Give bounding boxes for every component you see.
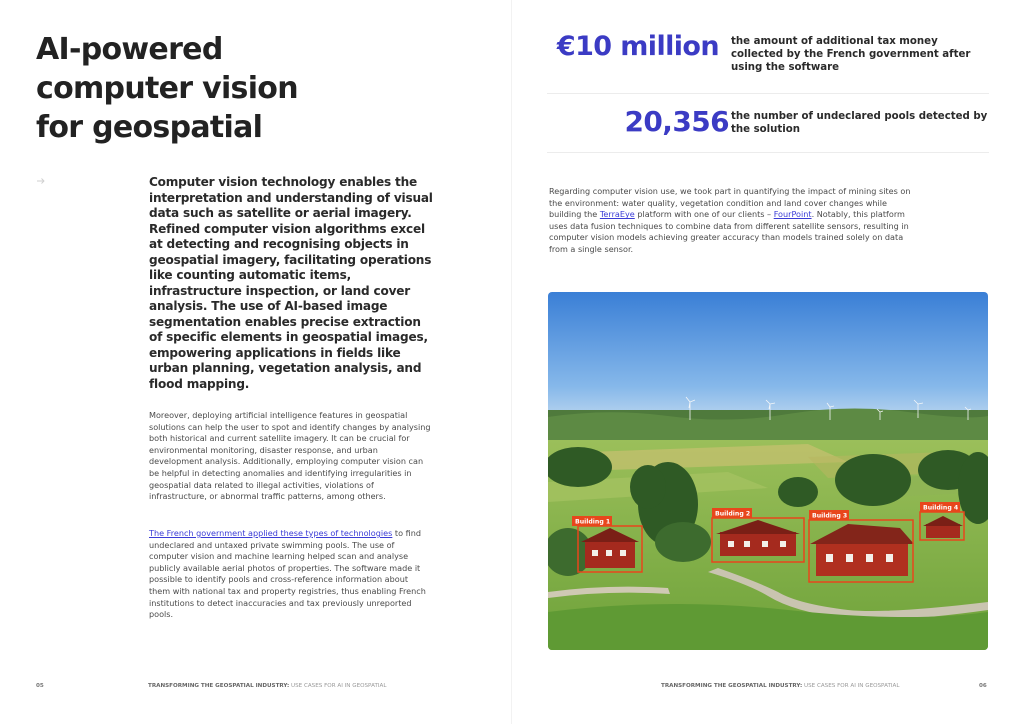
page-number-left: 05 xyxy=(36,683,44,689)
landscape-detection-image xyxy=(548,292,988,650)
footer-left-rest: USE CASES FOR AI IN GEOSPATIAL xyxy=(289,683,387,689)
french-government-link[interactable]: The French government applied these types of technologies xyxy=(149,528,393,538)
stat-tax-description: the amount of additional tax money collected by the French government after using the software xyxy=(731,36,971,73)
footer-right xyxy=(661,682,899,690)
body-paragraph-2 xyxy=(149,528,431,621)
detection-label-1: Building 1 xyxy=(575,518,611,526)
footer-right-bold: TRANSFORMING THE GEOSPATIAL INDUSTRY: xyxy=(661,683,803,689)
landscape-illustration xyxy=(548,292,988,650)
body-paragraph-3-part1: Regarding computer vision use, we took part in quantifying the impact of mining sites on the environment: water quality, vegetation condition and land cover changes while building the xyxy=(549,186,911,220)
page-number-right: 06 xyxy=(979,683,987,689)
detection-label-3: Building 3 xyxy=(812,512,848,520)
lead-paragraph: Computer vision technology enables the interpretation and understanding of visual data such as satellite or aerial imagery. Refined computer vision algorithms excel at detecting and recognising objects in geospatial imagery, facilitating operations like counting automatic items, infrastructure inspection, or land cover analysis. The use of AI-based image segmentation enables precise extraction of specific elements in geospatial images, empowering applications in fields like urban planning, vegetation analysis, and flood mapping. xyxy=(149,175,433,391)
body-paragraph-3 xyxy=(549,186,921,256)
stat-divider xyxy=(547,93,989,94)
footer-left-bold: TRANSFORMING THE GEOSPATIAL INDUSTRY: xyxy=(148,683,290,689)
page-headline: AI-powered computer vision for geospatial xyxy=(36,32,298,145)
right-page xyxy=(512,0,1024,724)
footer-left xyxy=(148,682,386,690)
detection-label-4: Building 4 xyxy=(923,504,959,512)
body-paragraph-3-part3: . Notably, this platform uses data fusion techniques to combine data from different satellite sensors, resulting in computer vision models achieving greater accuracy than models trained solely on data from a single sensor. xyxy=(549,209,909,254)
stat-pools-description: the number of undeclared pools detected by the solution xyxy=(731,111,988,135)
detection-label-2: Building 2 xyxy=(715,510,751,518)
body-paragraph-1: Moreover, deploying artificial intelligence features in geospatial solutions can help the user to spot and identify changes by analysing both historical and current satellite imagery. It can be crucial for environmental monitoring, disaster response, and urban development analysis. Additionally, employing computer vision can be helpful in detecting anomalies and identifying irregularities in geospatial data related to illegal activities, violations of infrastructure, or abnormal traffic patterns, among others. xyxy=(149,410,431,502)
stat-tax-value: €10 million xyxy=(556,31,719,62)
terraeye-link[interactable]: TerraEye xyxy=(599,209,635,220)
stat-divider xyxy=(547,152,989,153)
body-paragraph-2-text: to find undeclared and untaxed private swimming pools. The use of computer vision and machine learning helped scan and analyse publicly available aerial photos of properties. The software made it possible to identify pools and cross-reference information about them with national tax and property registries, thus enabling French institutions to detect inaccuracies and tax previously unreported pools. xyxy=(149,528,426,620)
arrow-right-icon xyxy=(36,176,46,186)
stat-pools-value: 20,356 xyxy=(624,105,729,138)
footer-right-rest: USE CASES FOR AI IN GEOSPATIAL xyxy=(802,683,900,689)
body-paragraph-3-part2: platform with one of our clients – xyxy=(634,209,774,220)
fourpoint-link[interactable]: FourPoint xyxy=(773,209,812,220)
